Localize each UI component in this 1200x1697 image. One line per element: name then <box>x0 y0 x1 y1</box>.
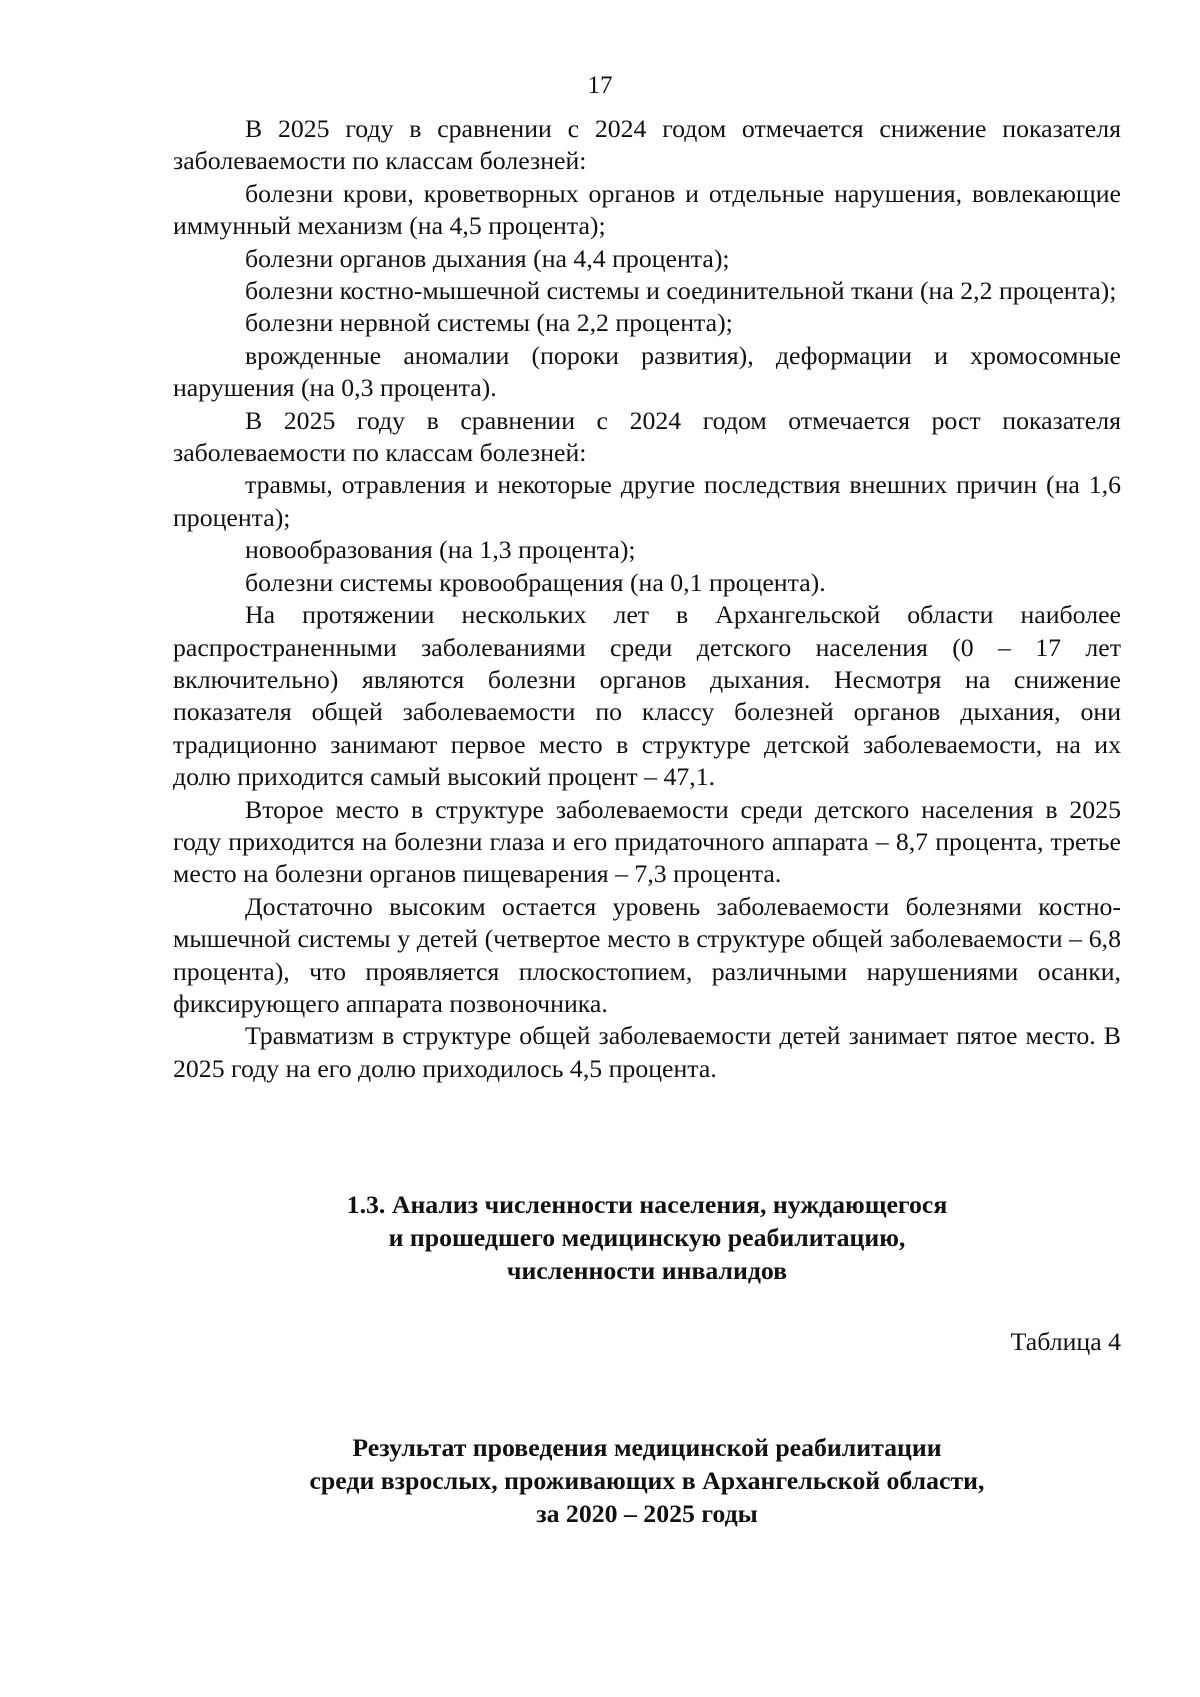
page-number: 17 <box>587 72 613 99</box>
table-title-line: Результат проведения медицинской реабилитации <box>352 1433 942 1462</box>
paragraph: новообразования (на 1,3 процента); <box>245 535 636 565</box>
paragraph: Достаточно высоким остается уровень заболеваемости болезнями костно-мышечной системы у детей (четвертое место в структуре общей заболеваемости – 6,8 процента), что проявляется плоскостопием, различными нарушениями осанки, фиксирующего аппарата позвоночника. <box>173 891 1121 1018</box>
paragraph: На протяжении нескольких лет в Архангельской области наиболее распространенными заболеваниями среди детского населения (0 – 17 лет включительно) являются болезни органов дыхания. Несмотря на снижение показателя общей заболеваемости по классу болезней органов дыхания, они традиционно занимают первое место в структуре детской заболеваемости, на их долю приходится самый высокий процент – 47,1. <box>173 600 1121 792</box>
paragraph: болезни крови, кроветворных органов и отдельные нарушения, вовлекающие иммунный механизм (на 4,5 процента); <box>173 178 1121 241</box>
paragraph: болезни костно-мышечной системы и соединительной ткани (на 2,2 процента); <box>245 276 1117 306</box>
paragraph: болезни системы кровообращения (на 0,1 процента). <box>245 567 826 597</box>
section-heading-line: численности инвалидов <box>506 1256 788 1285</box>
paragraph: Травматизм в структуре общей заболеваемости детей занимает пятое место. В 2025 году на его долю приходилось 4,5 процента. <box>173 1021 1121 1083</box>
paragraph: болезни органов дыхания (на 4,4 процента); <box>245 243 730 273</box>
body-text <box>173 113 1121 1085</box>
section-heading <box>173 1188 1121 1287</box>
table-label: Таблица 4 <box>1010 1327 1121 1356</box>
paragraph: болезни нервной системы (на 2,2 процента); <box>245 308 733 338</box>
table-title <box>173 1431 1121 1530</box>
table-title-line: среди взрослых, проживающих в Архангельской области, <box>309 1466 985 1495</box>
section-heading-line: 1.3. Анализ численности населения, нуждающегося <box>346 1190 948 1219</box>
table-title-line: за 2020 – 2025 годы <box>536 1499 758 1528</box>
paragraph: врожденные аномалии (пороки развития), деформации и хромосомные нарушения (на 0,3 процента). <box>173 340 1121 403</box>
paragraph: Второе место в структуре заболеваемости среди детского населения в 2025 году приходится на болезни глаза и его придаточного аппарата – 8,7 процента, третье место на болезни органов пищеварения – 7,3 процента. <box>173 794 1121 889</box>
section-heading-line: и прошедшего медицинскую реабилитацию, <box>388 1223 906 1252</box>
paragraph: травмы, отравления и некоторые другие последствия внешних причин (на 1,6 процента); <box>173 470 1121 532</box>
paragraph: В 2025 году в сравнении с 2024 годом отмечается снижение показателя заболеваемости по классам болезней: <box>173 114 1121 176</box>
paragraph: В 2025 году в сравнении с 2024 годом отмечается рост показателя заболеваемости по классам болезней: <box>173 405 1121 468</box>
